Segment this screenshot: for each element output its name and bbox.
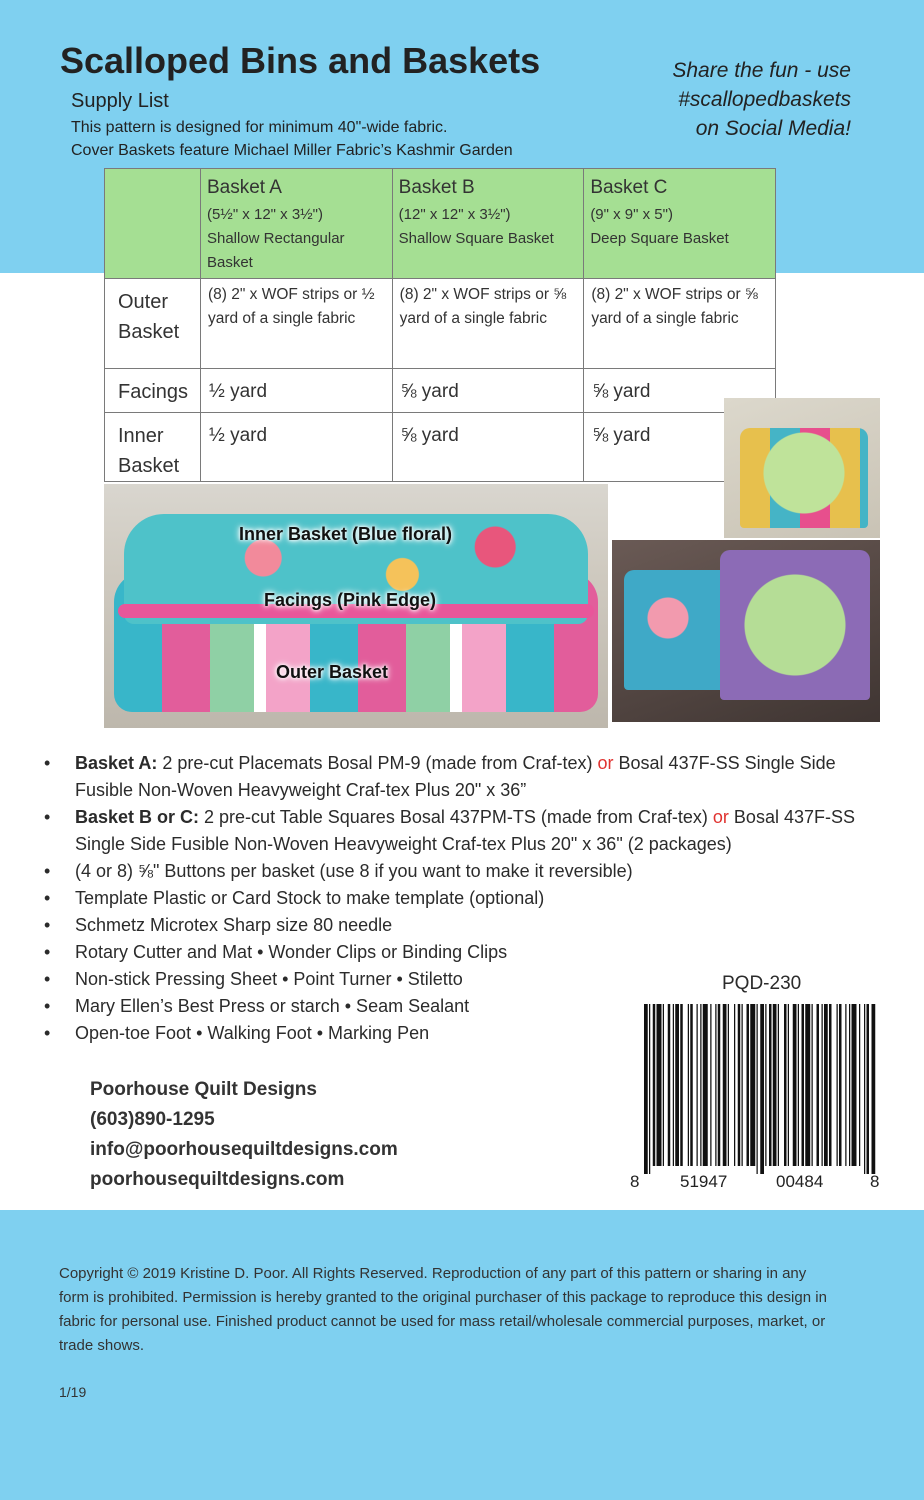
barcode-bar [872,1004,876,1174]
barcode-bar [849,1004,850,1166]
barcode-bar [738,1004,741,1166]
corner-basket-photo [724,398,880,538]
column-description: Shallow Rectangular Basket [206,230,345,271]
deep-square-bin-image [720,550,870,700]
table-row [105,279,776,369]
barcode-bar [837,1004,838,1166]
barcode-bar [742,1004,743,1166]
barcode-bar [663,1004,664,1166]
barcode-bar [710,1004,711,1166]
barcode-bar [715,1004,716,1166]
barcode-bar [653,1004,656,1166]
page-title: Scalloped Bins and Baskets [60,40,541,81]
materials-list [44,750,884,1047]
barcode-digits-right: 00484 [776,1172,824,1191]
company-phone: (603)890-1295 [90,1109,215,1130]
item-text: 2 pre-cut Placemats Bosal PM-9 (made from Craf-tex) [157,753,598,773]
barcode-bar [703,1004,708,1166]
item-heading: Basket B or C: [75,807,200,827]
barcode-bar [778,1004,779,1166]
barcode-digit-last: 8 [870,1172,880,1191]
barcode-bar [867,1004,870,1174]
barcode-bar [757,1004,758,1174]
social-share-callout [611,56,851,143]
table-cell: (8) 2" x WOF strips or ½ yard of a single fabric [200,279,392,369]
featured-fabric-note: Cover Baskets feature Michael Miller Fabric’s Kashmir Garden [71,142,513,159]
column-title: Basket B [398,177,475,198]
column-basket-c [584,169,776,279]
list-item: • Template Plastic or Card Stock to make template (optional) [44,885,884,912]
inner-basket-label: Inner Basket (Blue floral) [239,524,453,544]
or-word: or [597,753,614,773]
table-cell: (8) 2" x WOF strips or ⅝ yard of a single fabric [392,279,584,369]
barcode-bar [644,1004,648,1174]
barcode-digit-first: 8 [630,1172,640,1191]
supply-table [104,168,776,482]
copyright-notice: Copyright © 2019 Kristine D. Poor. All Rights Reserved. Reproduction of any part of this pattern or sharing in any form is prohibited. Permission is hereby granted to the original purchaser of this package to reproduce this design in fabric for personal use. Finished product cannot be used for mass retail/wholesale commercial purposes, market, or trade shows. [59,1265,827,1354]
table-corner-cell [105,169,201,279]
barcode-bar [680,1004,683,1166]
list-item: • Schmetz Microtex Sharp size 80 needle [44,912,884,939]
barcode-bar [788,1004,789,1166]
product-code: PQD-230 [722,973,802,994]
barcode-bar [845,1004,846,1166]
barcode-bar [765,1004,766,1166]
barcode-bar [839,1004,842,1166]
table-cell: ⅝ yard [584,369,776,413]
company-contact [90,1075,398,1195]
outer-basket-label: Outer Basket [276,662,389,682]
company-name: Poorhouse Quilt Designs [90,1079,317,1100]
barcode-bar [700,1004,701,1166]
barcode-icon [640,1004,876,1174]
barcode-bar [805,1004,810,1166]
column-description: Deep Square Basket [590,230,729,247]
list-item [44,804,884,858]
barcode-bar [718,1004,721,1166]
barcode-bar [802,1004,805,1166]
column-title: Basket A [206,177,282,198]
row-label-facings: Facings [105,369,201,413]
table-cell: (8) 2" x WOF strips or ⅝ yard of a single fabric [584,279,776,369]
barcode-bar [734,1004,735,1166]
column-dimensions: (5½" x 12" x 3½") [206,206,323,223]
barcode-bar [864,1004,865,1174]
basket-pair-photo [612,540,880,722]
barcode-bar [690,1004,693,1166]
barcode-bar [793,1004,797,1166]
barcode-bar [747,1004,750,1166]
barcode-bar [657,1004,662,1166]
barcode-digits-left: 51947 [680,1172,728,1191]
barcode-bar [784,1004,787,1166]
share-line-3: on Social Media! [695,117,851,140]
barcode-bar [829,1004,832,1166]
facings-label: Facings (Pink Edge) [264,590,437,610]
column-basket-a [200,169,392,279]
barcode-bar [688,1004,689,1166]
table-header-row [105,169,776,279]
table-cell: ⅝ yard [392,413,584,482]
labeled-basket-photo [104,484,608,728]
column-basket-b [392,169,584,279]
barcode-bar [668,1004,671,1166]
fabric-width-note: This pattern is designed for minimum 40"-wide fabric. [71,119,448,136]
share-line-1: Share the fun - use [672,59,851,82]
table-cell: ½ yard [200,369,392,413]
barcode-bar [750,1004,755,1166]
item-text: Bosal 437F-SS Single Side Fusible Non-Woven Heavyweight Craf-tex Plus 20" x 36” [75,753,836,800]
barcode-bar [817,1004,820,1166]
barcode-bar [769,1004,772,1166]
list-item: • Open-toe Foot • Walking Foot • Marking Pen [44,1020,884,1047]
list-item: • Rotary Cutter and Mat • Wonder Clips or Binding Clips [44,939,884,966]
column-dimensions: (12" x 12" x 3½") [398,206,511,223]
supply-list-heading: Supply List [71,90,169,112]
item-text: Bosal 437F-SS Single Side Fusible Non-Woven Heavyweight Craf-tex Plus 20" x 36" (2 packages) [75,807,855,854]
barcode-bar [697,1004,698,1166]
column-title: Basket C [590,177,668,198]
barcode-bar [728,1004,729,1166]
barcode-bar [824,1004,828,1166]
column-dimensions: (9" x 9" x 5") [590,206,673,223]
barcode-bar [798,1004,799,1166]
table-row [105,413,776,482]
table-cell: ⅝ yard [392,369,584,413]
barcode-bar [773,1004,777,1166]
list-item: • Mary Ellen’s Best Press or starch • Seam Sealant [44,993,884,1020]
barcode-bar [673,1004,674,1166]
table-row [105,369,776,413]
barcode-bar [859,1004,860,1166]
column-description: Shallow Square Basket [398,230,554,247]
barcode-bars [640,1004,876,1174]
revision-date: 1/19 [59,1384,87,1400]
row-label-inner-basket: Inner Basket [105,413,201,482]
list-item: • (4 or 8) ⅝" Buttons per basket (use 8 if you want to make it reversible) [44,858,884,885]
barcode-bar [675,1004,679,1166]
barcode-bar [723,1004,727,1166]
barcode-bar [852,1004,857,1166]
item-text: 2 pre-cut Table Squares Bosal 437PM-TS (made from Craf-tex) [199,807,713,827]
or-word: or [712,807,729,827]
table-cell: ½ yard [200,413,392,482]
barcode-bar [822,1004,823,1166]
company-website: poorhousequiltdesigns.com [90,1169,345,1190]
row-label-outer-basket: Outer Basket [105,279,201,369]
company-email: info@poorhousequiltdesigns.com [90,1139,398,1160]
barcode-bar [649,1004,650,1174]
share-hashtag: #scallopedbaskets [678,88,851,111]
item-heading: Basket A: [75,753,158,773]
list-item [44,750,884,804]
square-bin-image [740,428,868,528]
barcode-bar [760,1004,764,1174]
barcode-bar [812,1004,813,1166]
rectangular-bin-image [624,570,734,690]
table-cell: ⅝ yard [584,413,776,482]
list-item: • Non-stick Pressing Sheet • Point Turner • Stiletto [44,966,884,993]
